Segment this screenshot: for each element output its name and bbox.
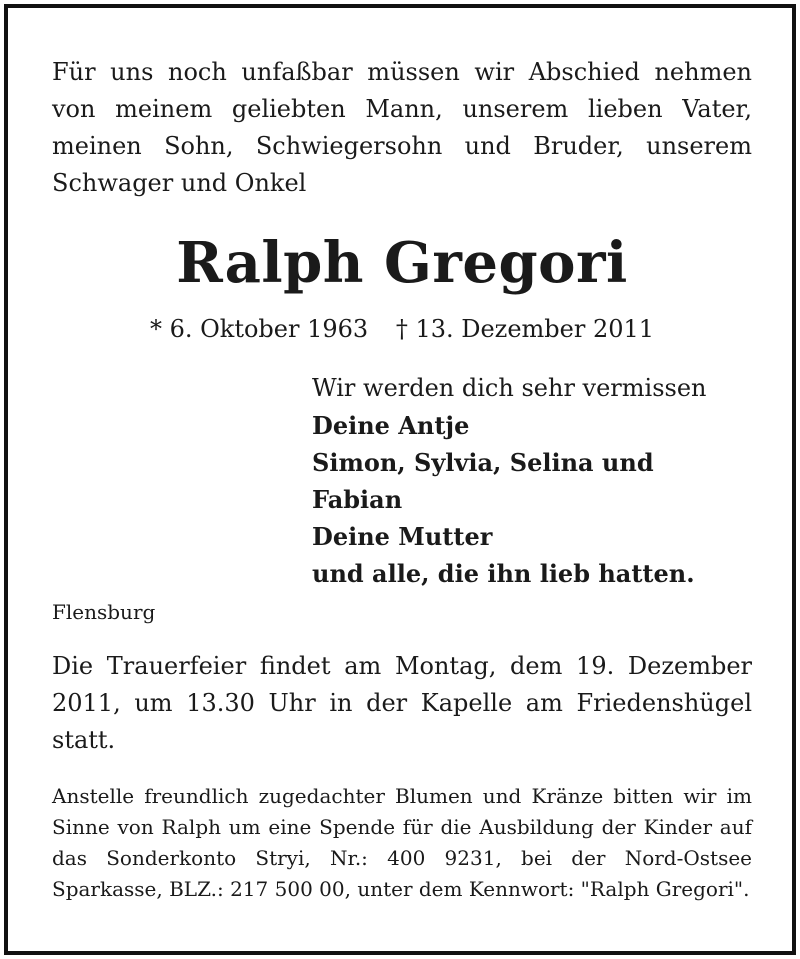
obituary-content: [52, 54, 752, 905]
family-line-message: Wir werden dich sehr vermissen: [312, 374, 707, 402]
death-date: † 13. Dezember 2011: [395, 315, 655, 343]
place-text: Flensburg: [52, 600, 156, 624]
obituary-frame: [4, 4, 796, 955]
family-signature: [312, 370, 752, 592]
family-line-wife: Deine Antje: [312, 411, 470, 440]
donation-note: Anstelle freundlich zugedachter Blumen und Kränze bitten wir im Sinne von Ralph um eine Spende für die Ausbildung der Kinder auf das Sonderkonto Stryi, Nr.: 400 9231, bei der Nord-Ostsee Sparkasse, BLZ.: 217 500 00, unter dem Kennwort: "Ralph Gregori".: [52, 784, 752, 901]
deceased-name: Ralph Gregori: [176, 230, 628, 296]
life-dates: [52, 312, 752, 346]
family-line-mother: Deine Mutter: [312, 522, 493, 551]
family-line-children: Simon, Sylvia, Selina und Fabian: [312, 448, 654, 514]
intro-text: Für uns noch unfaßbar müssen wir Abschied nehmen von meinem geliebten Mann, unserem lieben Vater, meinen Sohn, Schwiegersohn und Bruder, unserem Schwager und Onkel: [52, 58, 752, 197]
funeral-info: Die Trauerfeier findet am Montag, dem 19. Dezember 2011, um 13.30 Uhr in der Kapelle am Friedenshügel statt.: [52, 652, 752, 754]
family-line-others: und alle, die ihn lieb hatten.: [312, 559, 695, 588]
birth-date: * 6. Oktober 1963: [149, 315, 369, 343]
